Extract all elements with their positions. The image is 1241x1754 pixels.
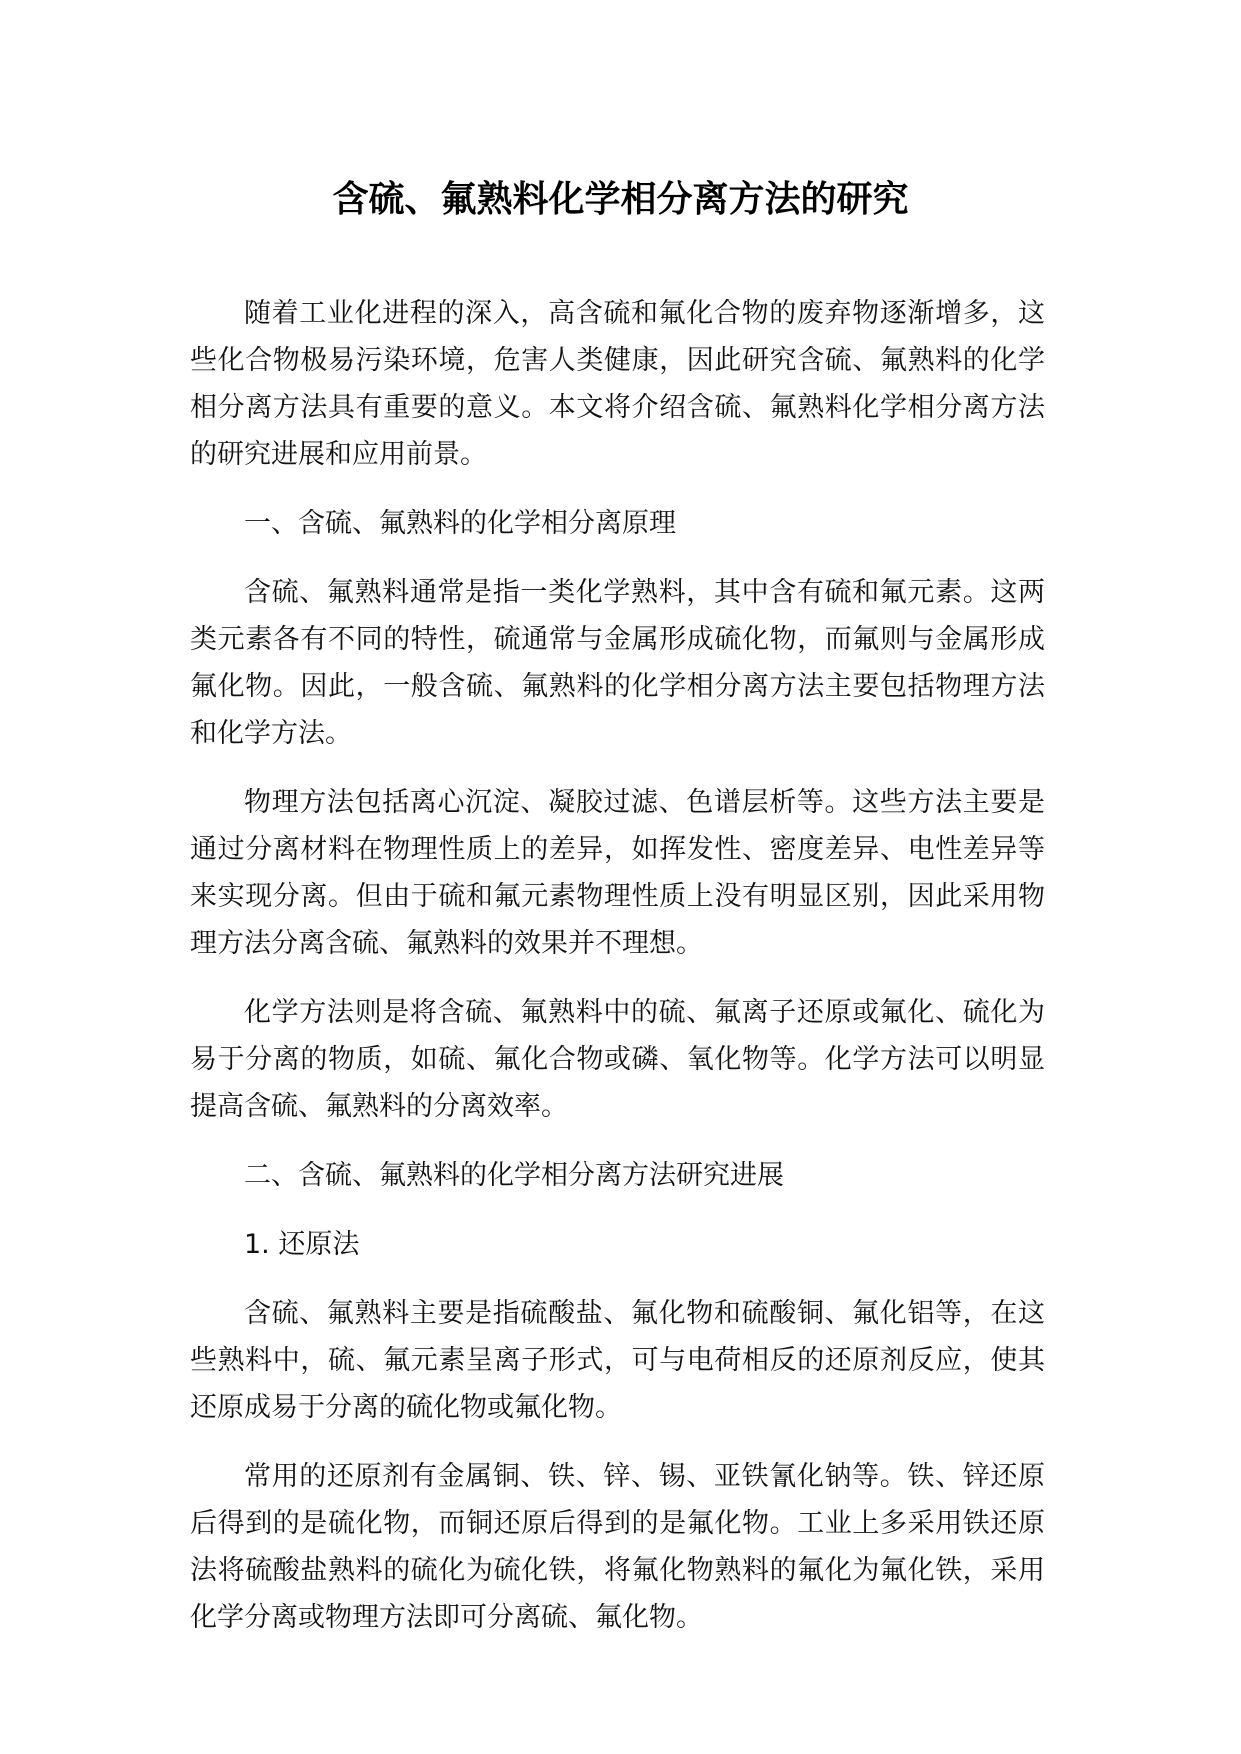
section-heading-2: 二、含硫、氟熟料的化学相分离方法研究进展 — [244, 1160, 784, 1191]
page-title: 含硫、氟熟料化学相分离方法的研究 — [332, 179, 909, 220]
paragraph-physical-methods: 物理方法包括离心沉淀、凝胶过滤、色谱层析等。这些方法主要是通过分离材料在物理性质上的差异，如挥发性、密度差异、电性差异等来实现分离。但由于硫和氟元素物理性质上没有明显区别，因此采用物理方法分离含硫、氟熟料的效果并不理想。 — [190, 787, 1045, 959]
paragraph-reducing-agents: 常用的还原剂有金属铜、铁、锌、锡、亚铁氰化钠等。铁、锌还原后得到的是硫化物，而铜还原后得到的是氟化物。工业上多采用铁还原法将硫酸盐熟料的硫化为硫化铁，将氟化物熟料的氟化为氟化铁，采用化学分离或物理方法即可分离硫、氟化物。 — [190, 1461, 1045, 1633]
document-body — [190, 290, 1045, 1663]
paragraph-principle: 含硫、氟熟料通常是指一类化学熟料，其中含有硫和氟元素。这两类元素各有不同的特性，硫通常与金属形成硫化物，而氟则与金属形成氟化物。因此，一般含硫、氟熟料的化学相分离方法主要包括物理方法和化学方法。 — [190, 577, 1045, 749]
paragraph-chemical-methods: 化学方法则是将含硫、氟熟料中的硫、氟离子还原或氟化、硫化为易于分离的物质，如硫、氟化合物或磷、氧化物等。化学方法可以明显提高含硫、氟熟料的分离效率。 — [190, 997, 1045, 1122]
subsection-heading-reduction: 1. 还原法 — [244, 1229, 360, 1260]
section-heading-1: 一、含硫、氟熟料的化学相分离原理 — [244, 508, 676, 539]
paragraph-intro: 随着工业化进程的深入，高含硫和氟化合物的废弃物逐渐增多，这些化合物极易污染环境，危害人类健康，因此研究含硫、氟熟料的化学相分离方法具有重要的意义。本文将介绍含硫、氟熟料化学相分离方法的研究进展和应用前景。 — [190, 298, 1045, 470]
paragraph-reduction-intro: 含硫、氟熟料主要是指硫酸盐、氟化物和硫酸铜、氟化铝等，在这些熟料中，硫、氟元素呈离子形式，可与电荷相反的还原剂反应，使其还原成易于分离的硫化物或氟化物。 — [190, 1298, 1045, 1423]
